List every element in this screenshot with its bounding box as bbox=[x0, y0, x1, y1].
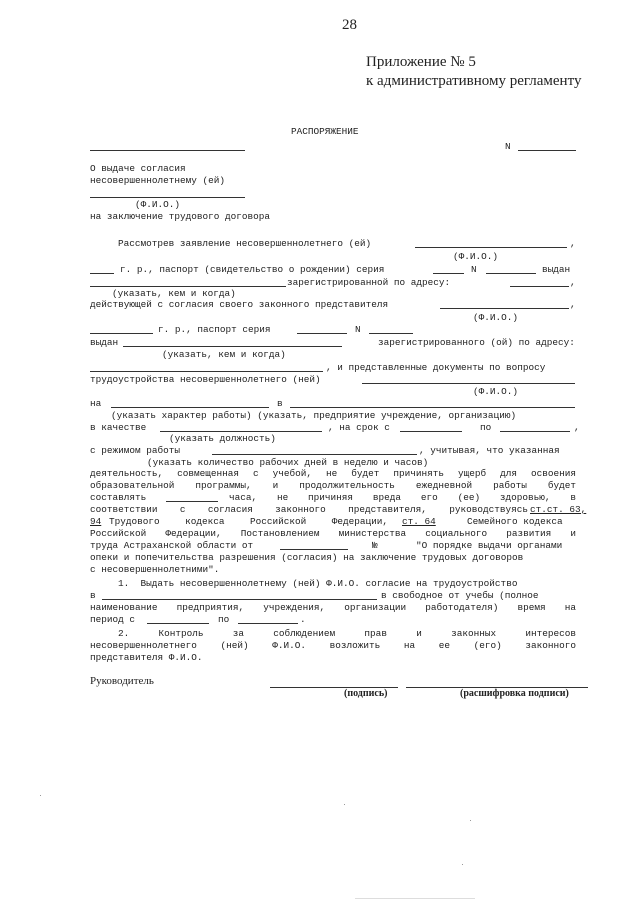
item-1-in: в bbox=[90, 590, 96, 601]
para-line-6: Российской Федерации, Постановлением министерства социального развития и bbox=[90, 528, 576, 539]
number-label: N bbox=[471, 264, 477, 275]
comma: , bbox=[570, 277, 576, 288]
body-line-5: г. р., паспорт серия bbox=[158, 324, 271, 335]
position-line bbox=[160, 431, 322, 432]
link-articles-63[interactable]: ст.ст. 63, bbox=[530, 504, 587, 515]
subject-line-2: несовершеннолетнему (ей) bbox=[90, 175, 226, 186]
decree-date-line bbox=[280, 549, 348, 550]
item-2-line-1: 2. Контроль за соблюдением прав и законных интересов bbox=[118, 628, 576, 639]
period-from-line bbox=[147, 623, 209, 624]
organization-line bbox=[290, 407, 575, 408]
subject-line-3: на заключение трудового договора bbox=[90, 211, 271, 222]
para-line-4a: соответствии с согласия законного представителя, руководствуясь bbox=[90, 504, 528, 515]
hint-fio-3: (Ф.И.О.) bbox=[473, 386, 519, 397]
scan-speck bbox=[40, 795, 41, 796]
issued-by-line bbox=[90, 286, 286, 287]
item-1-period-from: период с bbox=[90, 614, 136, 625]
term-to-label: по bbox=[480, 422, 492, 433]
para-line-8: опеки и попечительства разрешения (согласия) на заключение трудовых договоров bbox=[90, 552, 524, 563]
rep-issued-label: выдан bbox=[90, 337, 119, 348]
term-to-line bbox=[500, 431, 570, 432]
representative-fio-line bbox=[440, 308, 569, 309]
period-to-line bbox=[238, 623, 298, 624]
hint-work: (указать характер работы) (указать, предприятие учреждение, организацию) bbox=[111, 410, 517, 421]
schedule-label: с режимом работы bbox=[90, 445, 181, 456]
link-article-64[interactable]: ст. 64 bbox=[402, 516, 436, 527]
issued-label: выдан bbox=[542, 264, 571, 275]
comma: , bbox=[574, 422, 580, 433]
term-from-line bbox=[400, 431, 462, 432]
comma: , bbox=[570, 238, 576, 249]
rep-number-line bbox=[369, 333, 413, 334]
rep-address-label: зарегистрированного (ой) по адресу: bbox=[378, 337, 575, 348]
para-line-3b: часа, не причиняя вреда его (ее) здоровью, в bbox=[229, 492, 576, 503]
comma: , bbox=[570, 299, 576, 310]
hint-rep-issued: (указать, кем и когда) bbox=[162, 349, 286, 360]
body-line-2: г. р., паспорт (свидетельство о рождении) серия bbox=[120, 264, 385, 275]
hint-position: (указать должность) bbox=[169, 433, 276, 444]
item-1-period-to: по bbox=[218, 614, 230, 625]
rep-issued-line bbox=[123, 346, 342, 347]
position-label: в качестве bbox=[90, 422, 147, 433]
term-from-label: , на срок с bbox=[328, 422, 390, 433]
body-line-8: трудоустройства несовершеннолетнего (ней) bbox=[90, 374, 321, 385]
number-line bbox=[486, 273, 536, 274]
order-number-label: N bbox=[505, 141, 511, 152]
schedule-tail: , учитывая, что указанная bbox=[419, 445, 560, 456]
link-article-94[interactable]: 94 bbox=[90, 516, 102, 527]
decree-number-label: № bbox=[372, 540, 378, 551]
appendix-subtitle: к административному регламенту bbox=[366, 73, 582, 89]
scan-speck bbox=[462, 864, 463, 865]
order-title: РАСПОРЯЖЕНИЕ bbox=[291, 126, 359, 137]
hint-fio-2: (Ф.И.О.) bbox=[473, 312, 519, 323]
rep-series-line bbox=[297, 333, 347, 334]
para-line-1: деятельность, совмещенная с учебой, не будет причинять ущерб для освоения bbox=[90, 468, 576, 479]
address-line bbox=[510, 286, 569, 287]
schedule-line bbox=[212, 454, 417, 455]
item-1-line-2: в свободное от учебы (полное bbox=[381, 590, 539, 601]
period: . bbox=[300, 614, 306, 625]
para-line-5b: Трудового кодекса Российской Федерации, bbox=[109, 516, 388, 527]
appendix-title: Приложение № 5 bbox=[366, 54, 476, 70]
page-number: 28 bbox=[342, 17, 357, 33]
subject-fio-line bbox=[90, 197, 245, 198]
para-line-3a: составлять bbox=[90, 492, 147, 503]
body-line-7: , и представленные документы по вопросу bbox=[326, 362, 546, 373]
item-2-line-2: несовершеннолетнего (ней) Ф.И.О. возложить на ее (его) законного bbox=[90, 640, 576, 651]
birth-year-line bbox=[90, 273, 114, 274]
minor-fio-line bbox=[362, 383, 575, 384]
body-line-1: Рассмотрев заявление несовершеннолетнего (ей) bbox=[118, 238, 372, 249]
employer-line bbox=[102, 599, 377, 600]
work-in-label: в bbox=[277, 398, 283, 409]
scan-speck bbox=[344, 804, 345, 805]
rep-number-label: N bbox=[355, 324, 361, 335]
signature-hint: (подпись) bbox=[344, 688, 388, 699]
para-line-5d: Семейного кодекса bbox=[467, 516, 563, 527]
rep-birth-line bbox=[90, 333, 153, 334]
item-1-line-1: 1. Выдать несовершеннолетнему (ней) Ф.И.О. согласие на трудоустройство bbox=[118, 578, 518, 589]
item-2-line-3: представителя Ф.И.О. bbox=[90, 652, 203, 663]
para-line-7c: "О порядке выдачи органами bbox=[416, 540, 563, 551]
registered-address-label: зарегистрированной по адресу: bbox=[287, 277, 451, 288]
subject-fio-hint: (Ф.И.О.) bbox=[135, 199, 181, 210]
para-line-9: с несовершеннолетними". bbox=[90, 564, 220, 575]
work-type-line bbox=[111, 407, 269, 408]
decode-hint: (расшифровка подписи) bbox=[460, 688, 569, 699]
work-on-label: на bbox=[90, 398, 102, 409]
series-line bbox=[433, 273, 464, 274]
para-line-2: образовательной программы, и продолжительность ежедневной работы будет bbox=[90, 480, 576, 491]
head-label: Руководитель bbox=[90, 675, 154, 687]
body-line-4: действующей с согласия своего законного представителя bbox=[90, 299, 389, 310]
hint-schedule: (указать количество рабочих дней в неделю и часов) bbox=[147, 457, 429, 468]
rep-address-line bbox=[90, 371, 323, 372]
scan-edge bbox=[355, 898, 475, 899]
hours-line bbox=[166, 501, 218, 502]
para-line-7a: труда Астраханской области от bbox=[90, 540, 254, 551]
order-number-line bbox=[518, 150, 576, 151]
applicant-fio-line bbox=[415, 247, 567, 248]
item-1-line-3: наименование предприятия, учреждения, организации работодателя) время на bbox=[90, 602, 576, 613]
subject-line-1: О выдаче согласия bbox=[90, 163, 186, 174]
order-date-line bbox=[90, 150, 245, 151]
hint-fio-1: (Ф.И.О.) bbox=[453, 251, 499, 262]
scan-speck bbox=[470, 820, 471, 821]
hint-issued-by: (указать, кем и когда) bbox=[112, 288, 236, 299]
